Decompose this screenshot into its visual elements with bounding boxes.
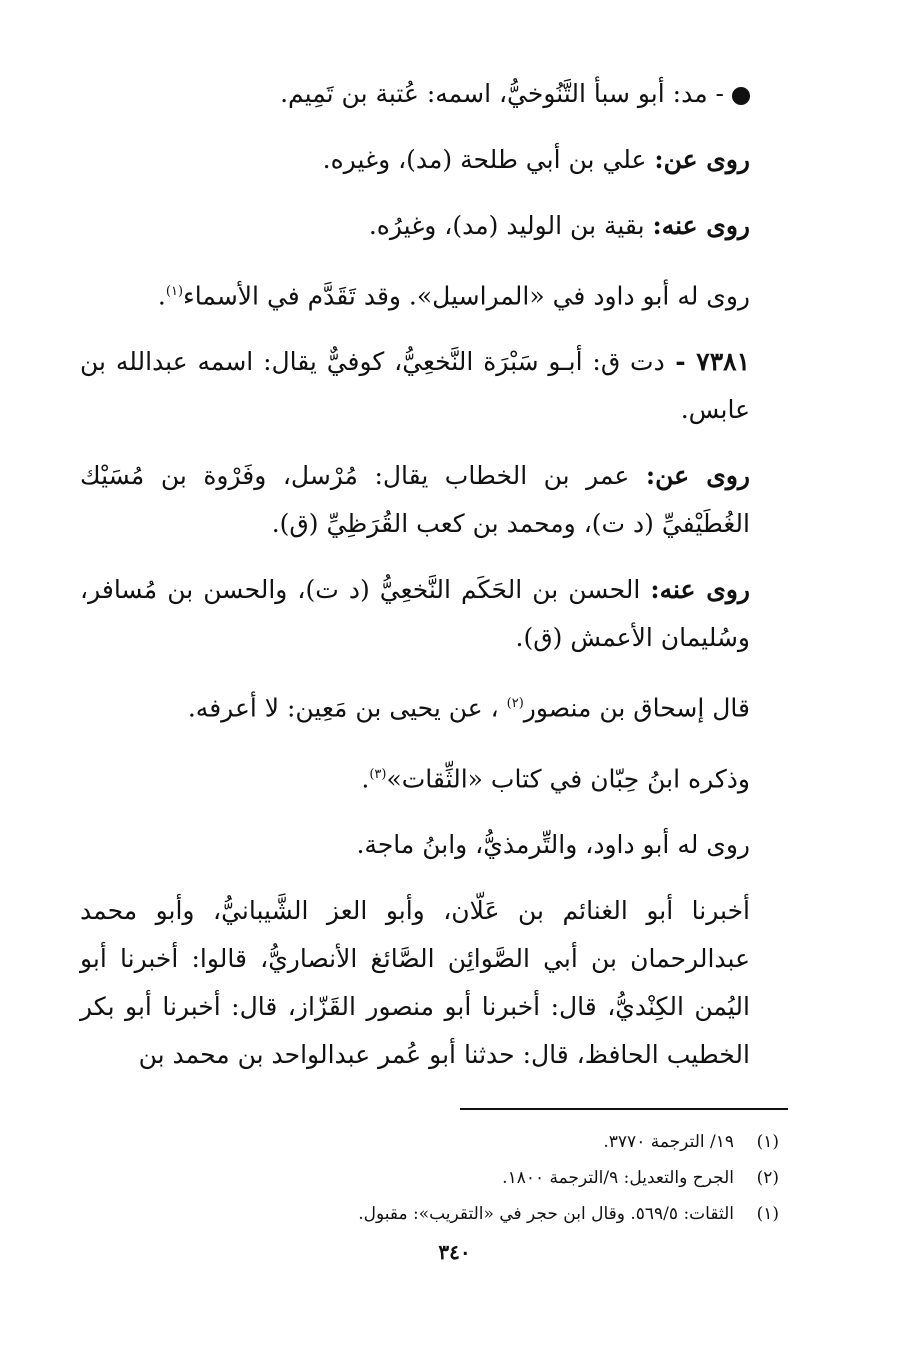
footnote-text: ١٩/ الترجمة ٣٧٧٠. [603,1132,734,1152]
narrated-by-text: بقية بن الوليد (مد)، وغيرُه. [368,211,653,240]
entry-prefix: - مد: [664,79,724,108]
footnote-ref: (٣) [369,766,387,782]
footnote-number: (٢) [756,1168,779,1188]
narrated-from-label: روى عن: [645,461,751,491]
entry-heading-text: أبـو سَبْرَة النَّخعِيُّ، كوفيٌّ يقال: اسمه عبدالله بن عابس. [80,347,750,425]
narrated-by-label: روى عنه: [652,211,750,240]
note-end: . [157,281,166,311]
isnad-paragraph [80,887,780,1079]
footnote-item [179,1160,779,1196]
entry-number: ٧٣٨١ - [664,347,750,377]
note-text: روى له أبو داود في «المراسيل». وقد تَقَدَّم في الأسماء [183,281,750,311]
entry-heading-text: أبو سبأ التَّنُوخيُّ، اسمه: عُتبة بن تَمِيم. [280,79,665,108]
entry-symbols: دت ق: [582,347,665,377]
narrated-from-text: عمر بن الخطاب يقال: مُرْسل، وفَرْوة بن مُسَيْك الغُطَيْفيِّ (د ت)، ومحمد بن كعب القُرَظِيِّ (ق). [80,461,750,539]
footnote-ref: (١) [165,284,184,299]
footnote-text: الجرح والتعديل: ٩/الترجمة ١٨٠٠. [502,1168,734,1188]
narrated-from-text: علي بن أبي طلحة (مد)، وغيره. [322,145,655,174]
entry-heading-abu-sabra [80,338,780,434]
isnad-text: أخبرنا أبو الغنائم بن عَلّان، وأبو العز الشَّيبانيُّ، وأبو محمد عبدالرحمان بن أبي الصَّوائِن الصَّائغ الأنصاريُّ، قالوا: أخبرنا أبو اليُمن الكِنْديُّ، قال: أخبرنا أبو منصور القَزّاز، قال: أخبرنا أبو بكر الخطيب الحافظ، قال: حدثنا أبو عُمر عبدالواحد بن محمد بن [80,895,750,1069]
narrated-by-text: الحسن بن الحَكَم النَّخعِيُّ (د ت)، والحسن بن مُسافر، وسُليمان الأعمش (ق). [80,575,750,653]
footnote-divider [460,1108,788,1110]
page-number: ٣٤٠ [438,1240,471,1264]
narrators-line [80,821,780,869]
narrators-text: روى له أبو داود، والتِّرمذيُّ، وابنُ ماجة. [356,829,750,859]
footnote-ref: (٢) [506,696,524,712]
page-body [80,70,780,1097]
bullet-icon [732,87,750,105]
narrated-from-label: روى عن: [654,145,750,174]
statement-text: قال إسحاق بن منصور [523,693,750,723]
statement-text-end: ، عن يحيى بن مَعِين: لا أعرفه. [187,693,507,723]
narrated-note-line [80,268,780,320]
ibn-hibban-line [80,751,780,803]
entry-heading-abu-saba [80,70,780,118]
narrated-by-line [80,202,780,250]
statement-text: وذكره ابنُ حِبّان في كتاب «الثِّقات» [386,763,750,793]
footnote-item [179,1196,779,1232]
statement-end: . [361,763,370,793]
footnotes [179,1124,779,1232]
footnote-number: (١) [756,1132,779,1152]
narrated-from-line [80,452,780,548]
narrated-from-line [80,136,780,184]
footnote-item [179,1124,779,1160]
footnote-number: (١) [756,1204,779,1224]
narrated-by-label: روى عنه: [650,575,751,605]
footnote-text: الثقات: ٥٦٩/٥. وقال ابن حجر في «التقريب»: مقبول. [358,1204,734,1224]
narrated-by-line [80,566,780,662]
ishaq-statement-line [80,680,780,732]
